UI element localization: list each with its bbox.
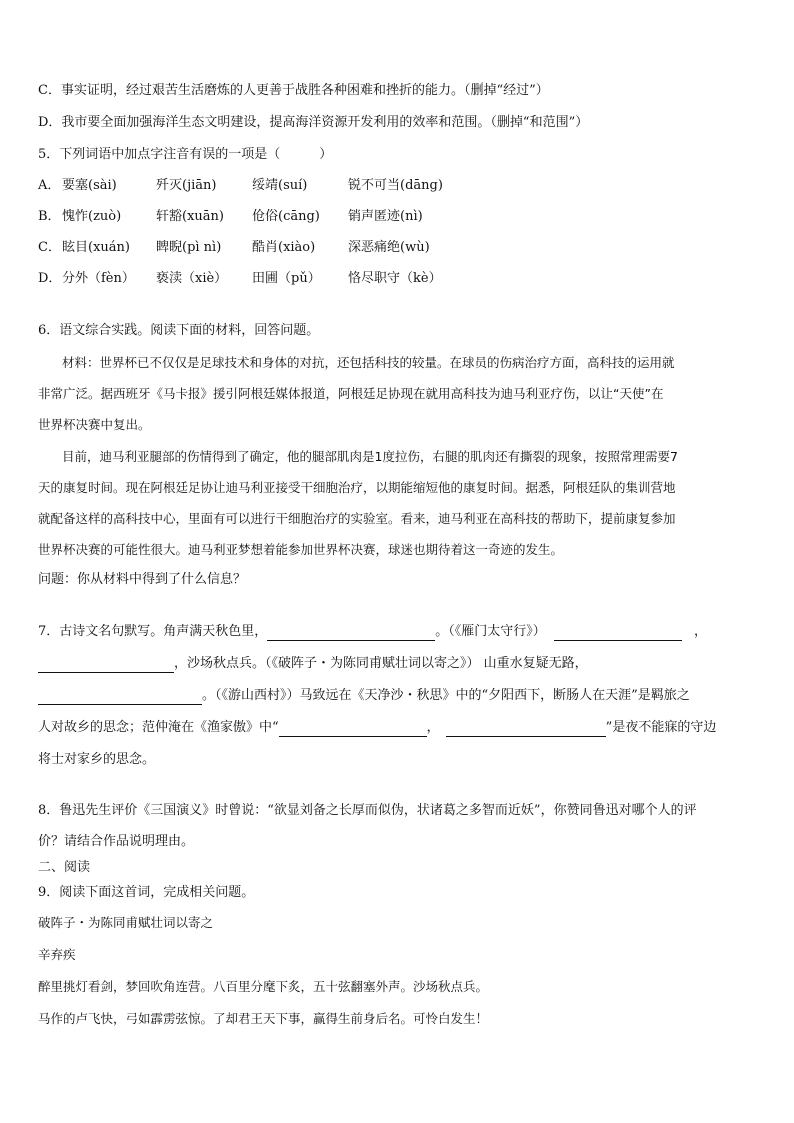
question-8-line-1: 8．鲁迅先生评价《三国演义》时曾说：“欲显刘备之长厚而似伪，状诸葛之多智而近妖”，你赞同鲁迅对哪个人的评 [38,803,697,818]
option-item: 锐不可当(dāng) [348,178,443,193]
question-7-text: ， [426,720,440,735]
poem-title: 破阵子・为陈同甫赋壮词以寄之 [38,915,214,930]
question-7-text: 。（《游山西村》）马致远在《天净沙・秋思》中的“夕阳西下，断肠人在天涯”是羁旅之 [202,688,690,703]
poem-author: 辛弃疾 [38,947,76,962]
question-5-option-c [38,239,758,257]
answer-blank[interactable] [554,626,682,641]
question-8-line-2: 价？请结合作品说明理由。 [38,834,195,849]
question-7-text: ， [693,624,707,639]
material-line: 世界杯决赛的可能性很大。迪马利亚梦想着能参加世界杯决赛，球迷也期待着这一奇迹的发生。 [38,542,564,557]
option-label: A． [38,178,61,193]
option-label: B． [38,209,61,224]
section-heading: 二、阅读 [38,860,91,875]
option-label: D． [38,271,62,286]
option-item: 销声匿迹(nì) [348,209,423,224]
answer-blank[interactable] [38,690,202,705]
option-item: 眩目(xuán) [62,240,130,255]
material-line: 天的康复时间。现在阿根廷足协让迪马利亚接受干细胞治疗，以期能缩短他的康复时间。据悉，阿根廷队的集训营地 [38,480,676,495]
answer-blank[interactable] [446,722,606,737]
question-9-stem: 9．阅读下面这首词，完成相关问题。 [38,885,255,900]
question-7-text: ”是夜不能寐的守边 [605,720,717,735]
option-item: 歼灭(jiān) [156,178,217,193]
answer-blank[interactable] [267,626,435,641]
material-line: 目前，迪马利亚腿部的伤情得到了确定，他的腿部肌肉是1度拉伤，右腿的肌肉还有撕裂的现象，按照常理需要7 [62,449,678,464]
option-item: 轩豁(xuān) [156,209,224,224]
option-item: 伧俗(cāng) [252,209,320,224]
question-7-line-5: 将士对家乡的思念。 [38,752,156,767]
material-line: 就配备这样的高科技中心，里面有可以进行干细胞治疗的实验室。看来，迪马利亚在高科技的帮助下，提前康复参加 [38,511,676,526]
material-line: 材料：世界杯已不仅仅是足球技术和身体的对抗，还包括科技的较量。在球员的伤病治疗方面，高科技的运用就 [62,355,675,370]
question-7-line-4 [38,719,758,737]
option-item: 田圃（pǔ） [252,271,321,286]
option-item: 睥睨(pì nì) [156,240,222,255]
question-5-option-b [38,208,758,226]
answer-blank[interactable] [279,722,427,737]
option-item: 深恶痛绝(wù) [348,240,430,255]
option-item: 亵渎（xiè） [156,271,228,286]
material-line: 世界杯决赛中复出。 [38,417,151,432]
question-6-stem: 6．语文综合实践。阅读下面的材料，回答问题。 [38,323,320,338]
question-4-option-d: D．我市要全面加强海洋生态文明建设，提高海洋资源开发利用的效率和范围。（删掉“和范围”） [38,115,589,130]
question-4-option-c: C．事实证明，经过艰苦生活磨炼的人更善于战胜各种困难和挫折的能力。（删掉“经过”） [38,83,549,98]
question-7-text: 。（《雁门太守行》） [435,624,546,639]
option-item: 恪尽职守（kè） [348,271,442,286]
option-item: 分外（fèn） [62,271,135,286]
question-7-text: 7．古诗文名句默写。角声满天秋色里， [38,624,268,639]
question-5-stem: 5．下列词语中加点字注音有误的一项是（ ） [38,147,333,162]
question-7-line-1 [38,623,758,641]
answer-blank[interactable] [38,658,174,673]
option-item: 要塞(sài) [62,178,117,193]
question-7-text: 人对故乡的思念；范仲淹在《渔家傲》中“ [38,720,279,735]
material-line: 非常广泛。据西班牙《马卡报》援引阿根廷媒体报道，阿根廷足协现在就用高科技为迪马利亚疗伤，以让“天使”在 [38,386,664,401]
question-7-line-3 [38,687,758,705]
question-5-option-d [38,270,758,288]
option-item: 酷肖(xiào) [252,240,316,255]
poem-line: 醉里挑灯看剑，梦回吹角连营。八百里分麾下炙，五十弦翻塞外声。沙场秋点兵。 [38,979,489,994]
option-item: 绥靖(suí) [252,178,308,193]
option-item: 愧怍(zuò) [62,209,122,224]
question-7-line-2 [38,655,758,673]
question-6-question: 问题：你从材料中得到了什么信息？ [38,572,247,587]
poem-line: 马作的卢飞快，弓如霹雳弦惊。了却君王天下事，赢得生前身后名。可怜白发生！ [38,1011,489,1026]
question-7-text: ，沙场秋点兵。（《破阵子・为陈同甫赋壮词以寄之》） 山重水复疑无路， [174,656,588,671]
question-5-option-a [38,177,758,195]
option-label: C． [38,240,61,255]
